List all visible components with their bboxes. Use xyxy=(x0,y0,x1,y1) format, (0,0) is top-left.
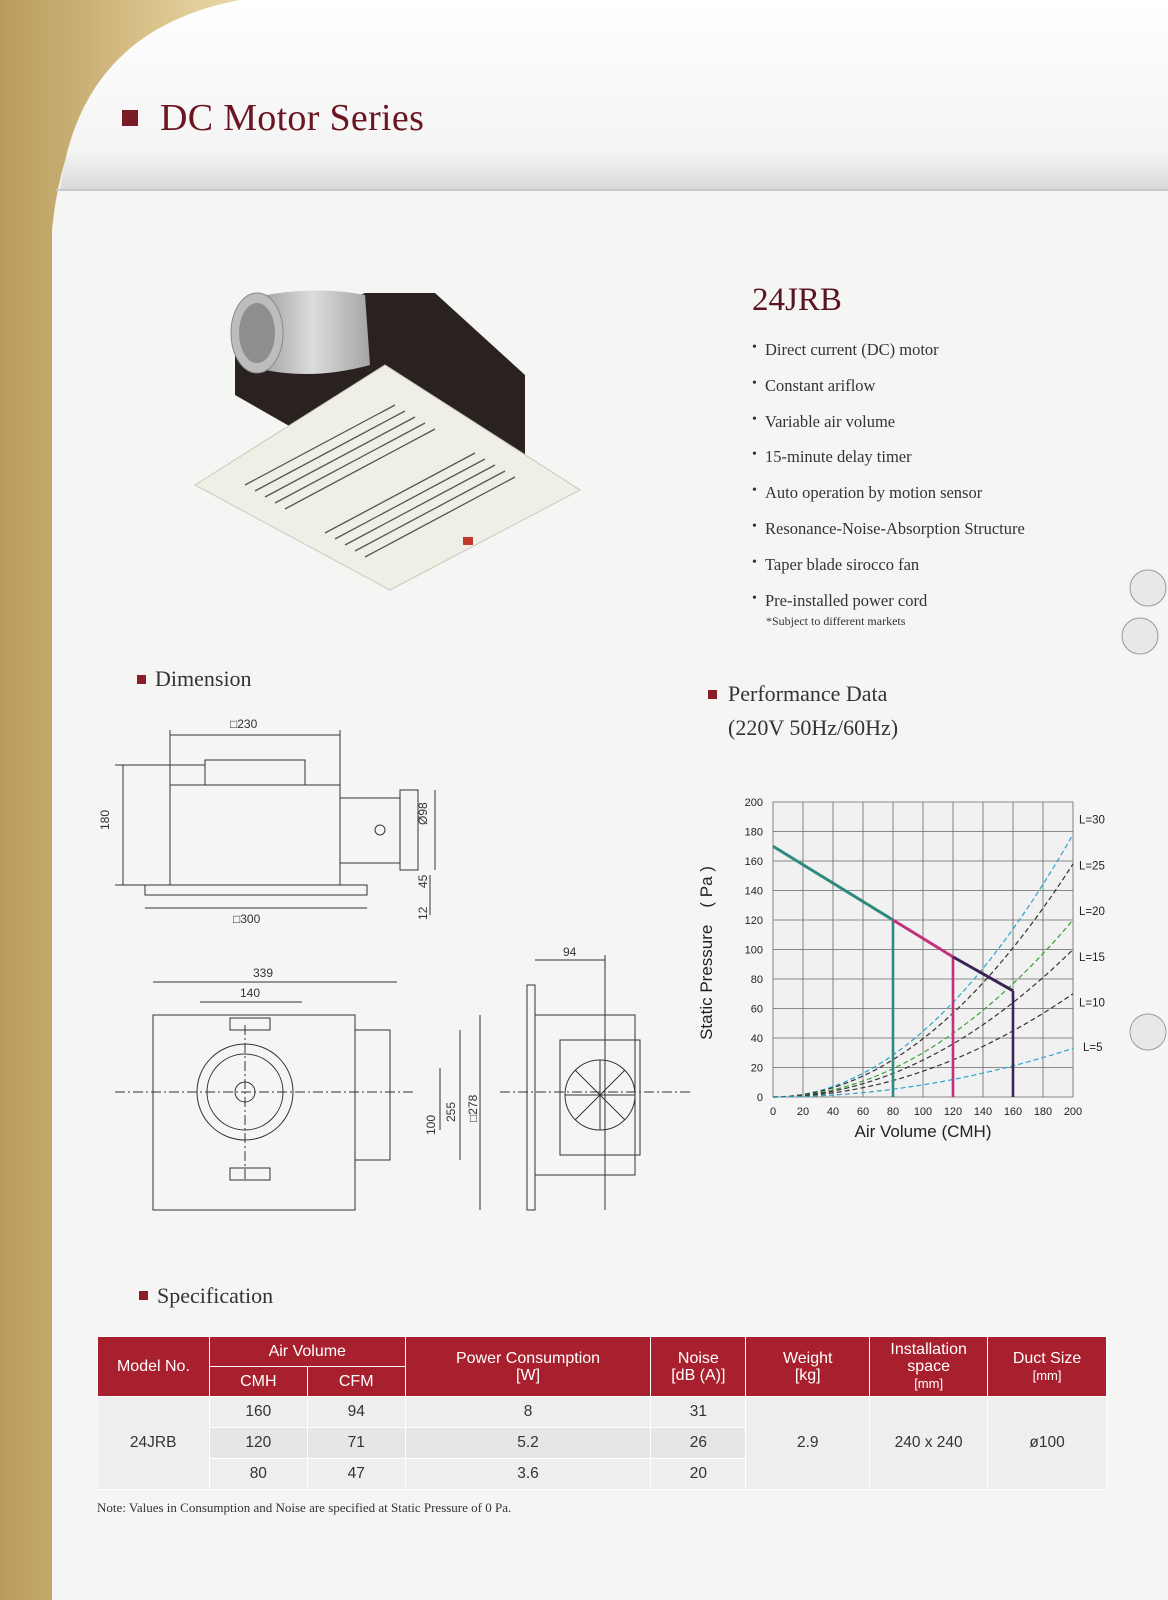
cell-cfm: 94 xyxy=(307,1397,405,1428)
x-tick-label: 20 xyxy=(796,1106,810,1118)
header-noise xyxy=(651,1337,746,1397)
x-tick-label: 160 xyxy=(1003,1106,1023,1118)
x-axis-label: Air Volume (CMH) xyxy=(854,1122,992,1141)
feature-item: • Auto operation by motion sensor xyxy=(752,483,1025,519)
cell-duct-size: ø100 xyxy=(988,1397,1107,1490)
features-note: *Subject to different markets xyxy=(766,614,906,628)
y-tick-label: 200 xyxy=(744,797,763,809)
y-tick-label: 60 xyxy=(750,1003,763,1016)
dim-side-depth: 94 xyxy=(563,945,577,959)
dim-grille: □278 xyxy=(466,1094,480,1122)
cell-noise: 31 xyxy=(651,1397,746,1428)
dim-outer-height: 255 xyxy=(444,1101,458,1122)
curve-labels xyxy=(1079,815,1105,1054)
header-noise-unit: [dB (A)] xyxy=(671,1366,726,1384)
header-cfm: CFM xyxy=(307,1367,405,1397)
header-install-label2: space xyxy=(907,1358,950,1375)
dim-top-width: □230 xyxy=(230,717,258,731)
bottom-view xyxy=(115,982,480,1210)
y-tick-label: 120 xyxy=(744,915,763,927)
specification-note: Note: Values in Consumption and Noise are specified at Static Pressure of 0 Pa. xyxy=(97,1500,512,1515)
feature-item: • Constant ariflow xyxy=(752,376,1025,412)
cell-install-space: 240 x 240 xyxy=(870,1397,988,1490)
header-noise-label: Noise xyxy=(677,1349,719,1367)
dim-flange: 12 xyxy=(416,906,430,920)
curve-label: L=10 xyxy=(1079,997,1105,1010)
y-tick-label: 20 xyxy=(750,1062,763,1075)
header-weight-label: Weight xyxy=(782,1349,833,1367)
feature-item: • Resonance-Noise-Absorption Structure xyxy=(752,519,1025,555)
header-power-label: Power Consumption xyxy=(455,1349,601,1367)
product-image xyxy=(195,285,595,605)
product-model: 24JRB xyxy=(752,282,842,318)
x-tick-label: 140 xyxy=(973,1106,993,1118)
header-air-volume: Air Volume xyxy=(209,1337,405,1367)
header-weight xyxy=(746,1337,870,1397)
y-tick-label: 40 xyxy=(750,1033,763,1045)
dim-duct-offset: 45 xyxy=(416,874,430,888)
cell-cmh: 80 xyxy=(209,1459,307,1490)
dimension-drawing xyxy=(95,710,715,1250)
dim-base-width: □300 xyxy=(233,912,261,926)
cell-power: 3.6 xyxy=(405,1459,651,1490)
x-tick-label: 180 xyxy=(1033,1106,1053,1118)
x-tick-label: 100 xyxy=(913,1106,933,1118)
header-install-unit: [mm] xyxy=(914,1376,944,1391)
feature-item: • Variable air volume xyxy=(752,412,1025,448)
header-install xyxy=(870,1337,988,1397)
front-view xyxy=(115,730,435,915)
cell-cmh: 160 xyxy=(209,1397,307,1428)
x-tick-label: 40 xyxy=(826,1106,840,1118)
cell-cfm: 71 xyxy=(307,1428,405,1459)
dimension-marker xyxy=(137,675,146,684)
header-duct xyxy=(988,1337,1107,1397)
curve-label: L=15 xyxy=(1079,951,1105,964)
dim-duct-dia: Ø98 xyxy=(416,802,430,825)
cell-cfm: 47 xyxy=(307,1459,405,1490)
performance-subtitle: (220V 50Hz/60Hz) xyxy=(728,715,899,740)
y-tick-label: 80 xyxy=(750,974,763,986)
header-cmh: CMH xyxy=(209,1367,307,1397)
curve-label: L=25 xyxy=(1079,860,1105,873)
performance-marker xyxy=(708,690,717,699)
dim-inner-height: 100 xyxy=(424,1114,438,1135)
cell-model: 24JRB xyxy=(98,1397,210,1490)
x-tick-label: 200 xyxy=(1063,1106,1083,1118)
curve-label: L=30 xyxy=(1079,814,1105,827)
y-tick-label: 100 xyxy=(744,944,763,957)
cell-noise: 26 xyxy=(651,1428,746,1459)
x-tick-label: 120 xyxy=(943,1106,963,1118)
x-tick-label: 60 xyxy=(856,1106,870,1118)
cell-power: 5.2 xyxy=(405,1428,651,1459)
header-weight-unit: [kg] xyxy=(794,1366,821,1384)
dim-height: 180 xyxy=(98,809,112,830)
curve-label: L=20 xyxy=(1079,906,1105,919)
page-title: DC Motor Series xyxy=(160,97,425,139)
header-power-unit: [W] xyxy=(516,1366,541,1384)
y-tick-label: 0 xyxy=(756,1092,763,1104)
x-tick-label: 0 xyxy=(769,1106,777,1118)
y-tick-label: 160 xyxy=(744,856,763,868)
y-tick-label: 180 xyxy=(744,826,763,839)
y-tick-labels xyxy=(745,797,763,1104)
feature-item: • 15-minute delay timer xyxy=(752,447,1025,483)
header-install-label: Installation xyxy=(890,1341,967,1358)
y-axis-label: Static Pressure ( Pa ) xyxy=(697,866,716,1040)
dim-bottom-width: 339 xyxy=(253,966,274,980)
dimension-title: Dimension xyxy=(155,666,252,691)
x-tick-labels xyxy=(770,1106,1082,1118)
header-duct-label: Duct Size xyxy=(1012,1349,1082,1367)
specification-title: Specification xyxy=(157,1283,274,1308)
header-power xyxy=(405,1337,651,1397)
header-duct-unit: [mm] xyxy=(1032,1367,1062,1383)
performance-title: Performance Data xyxy=(728,681,888,706)
feature-item: • Taper blade sirocco fan xyxy=(752,555,1025,591)
dim-inner-width: 140 xyxy=(240,986,261,1000)
cell-weight: 2.9 xyxy=(746,1397,870,1490)
feature-item: • Direct current (DC) motor xyxy=(752,340,1025,376)
performance-chart xyxy=(697,785,1110,1160)
feature-item: • Pre-installed power cord xyxy=(752,591,1025,627)
specification-marker xyxy=(139,1291,148,1300)
cell-noise: 20 xyxy=(651,1459,746,1490)
table-row xyxy=(98,1397,1107,1428)
cell-cmh: 120 xyxy=(209,1428,307,1459)
cell-power: 8 xyxy=(405,1397,651,1428)
side-view xyxy=(500,955,690,1210)
feature-list xyxy=(752,340,1025,626)
title-marker xyxy=(122,110,138,126)
header-model: Model No. xyxy=(98,1337,210,1397)
x-tick-label: 80 xyxy=(886,1106,900,1118)
specification-table xyxy=(97,1336,1107,1490)
y-tick-label: 140 xyxy=(744,885,763,898)
curve-label: L=5 xyxy=(1083,1041,1103,1054)
